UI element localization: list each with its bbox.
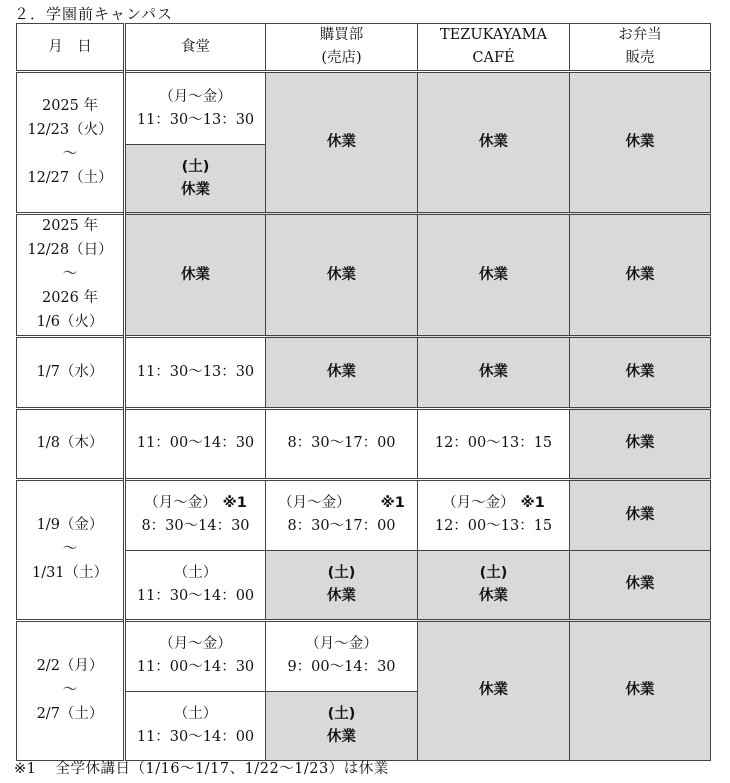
bento-cell: 休業 bbox=[570, 479, 711, 550]
shop-cell: （月～金） ※1 8：30～17：00 bbox=[266, 479, 418, 550]
cafeteria-cell: 11：00～14：30 bbox=[125, 408, 266, 479]
shop-cell: 休業 bbox=[266, 214, 418, 337]
cafe-cell: 休業 bbox=[418, 72, 570, 214]
cafeteria-cell: 休業 bbox=[125, 214, 266, 337]
header-cafe: TEZUKAYAMA CAFÉ bbox=[418, 24, 570, 72]
header-cafeteria: 食堂 bbox=[125, 24, 266, 72]
cafeteria-sat-cell: （土） 11：30～14：00 bbox=[125, 550, 266, 620]
header-bento: お弁当 販売 bbox=[570, 24, 711, 72]
table-row bbox=[17, 214, 711, 337]
header-row bbox=[17, 24, 711, 72]
cafe-cell: 休業 bbox=[418, 620, 570, 760]
cafe-cell: 休業 bbox=[418, 336, 570, 408]
header-date: 月 日 bbox=[17, 24, 125, 72]
table-row bbox=[17, 408, 711, 479]
cafeteria-cell: 11：30～13：30 bbox=[125, 336, 266, 408]
shop-sat-cell: (土) 休業 bbox=[266, 691, 418, 760]
cafe-cell: （月～金） ※1 12：00～13：15 bbox=[418, 479, 570, 550]
footnote-mark: ※1 bbox=[14, 761, 37, 777]
cafeteria-cell: （月～金） 11：00～14：30 bbox=[125, 620, 266, 691]
bento-cell: 休業 bbox=[570, 620, 711, 760]
shop-sat-cell: (土) 休業 bbox=[266, 550, 418, 620]
header-shop: 購買部 (売店) bbox=[266, 24, 418, 72]
date-cell: 1/8（木） bbox=[17, 408, 125, 479]
bento-cell: 休業 bbox=[570, 214, 711, 337]
cafeteria-sat-cell: （土） 11：30～14：00 bbox=[125, 691, 266, 760]
cafeteria-cell: （月～金） 11：30～13：30 bbox=[125, 72, 266, 145]
bento-cell: 休業 bbox=[570, 336, 711, 408]
table-row bbox=[17, 72, 711, 145]
section-title: ２．学園前キャンパス bbox=[14, 5, 173, 23]
date-cell: 1/9（金） ～ 1/31（土） bbox=[17, 479, 125, 620]
shop-cell: 8：30～17：00 bbox=[266, 408, 418, 479]
bento-cell: 休業 bbox=[570, 408, 711, 479]
footnote bbox=[14, 757, 389, 778]
note-mark: ※1 bbox=[222, 495, 247, 512]
date-cell: 2025 年 12/28（日） ～ 2026 年 1/6（火） bbox=[17, 214, 125, 337]
table-row bbox=[17, 620, 711, 691]
note-mark: ※1 bbox=[380, 495, 405, 512]
cafe-sat-cell: (土) 休業 bbox=[418, 550, 570, 620]
table-row bbox=[17, 336, 711, 408]
cafeteria-sat-cell: (土) 休業 bbox=[125, 145, 266, 214]
footnote-text: 全学休講日（1/16～1/17、1/22～1/23）は休業 bbox=[55, 761, 389, 777]
shop-cell: 休業 bbox=[266, 336, 418, 408]
bento-sat-cell: 休業 bbox=[570, 550, 711, 620]
date-cell: 2/2（月） ～ 2/7（土） bbox=[17, 620, 125, 760]
cafe-cell: 12：00～13：15 bbox=[418, 408, 570, 479]
bento-cell: 休業 bbox=[570, 72, 711, 214]
cafe-cell: 休業 bbox=[418, 214, 570, 337]
schedule-table bbox=[16, 23, 711, 761]
cafeteria-cell: （月～金） ※1 8：30～14：30 bbox=[125, 479, 266, 550]
note-mark: ※1 bbox=[520, 495, 545, 512]
table-row bbox=[17, 479, 711, 550]
shop-cell: （月～金） 9：00～14：30 bbox=[266, 620, 418, 691]
date-cell: 1/7（水） bbox=[17, 336, 125, 408]
date-cell: 2025 年 12/23（火） ～ 12/27（土） bbox=[17, 72, 125, 214]
shop-cell: 休業 bbox=[266, 72, 418, 214]
